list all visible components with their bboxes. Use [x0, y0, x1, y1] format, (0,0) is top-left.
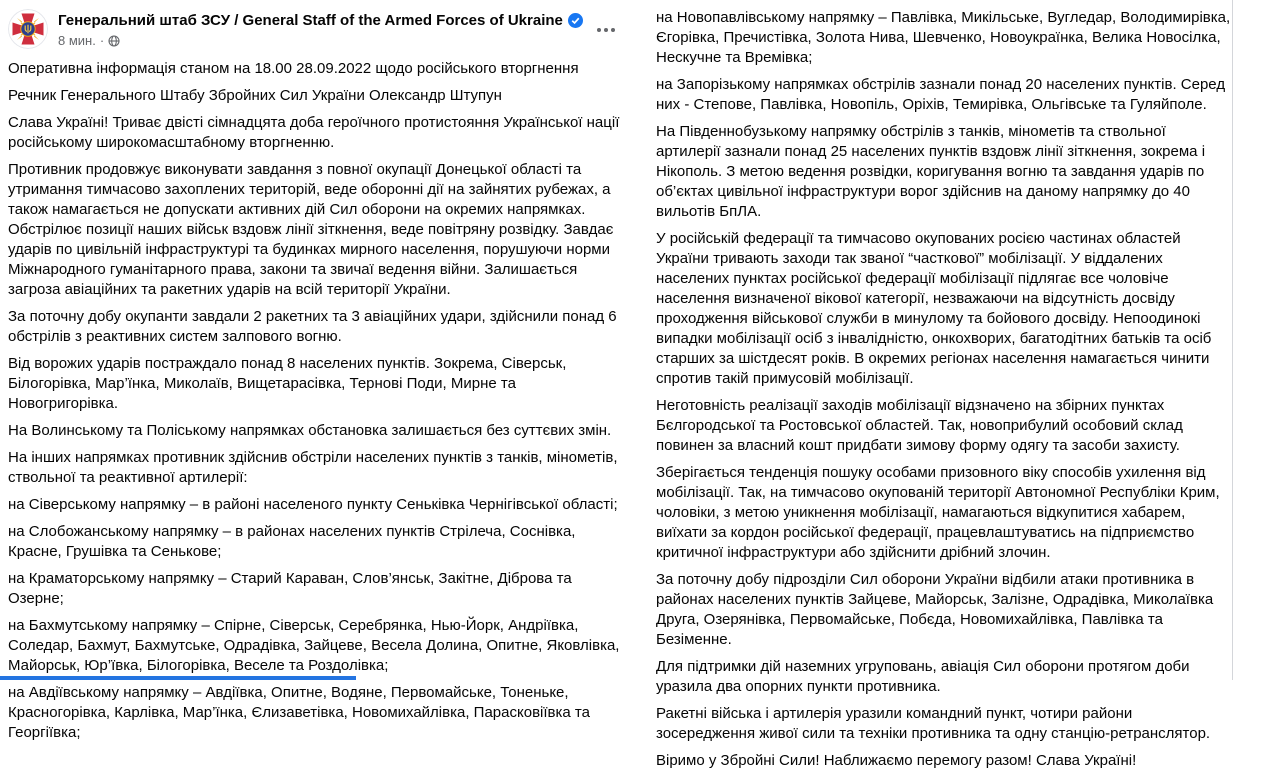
post-paragraph: Слава Україні! Триває двісті сімнадцята доба героїчного протистояння Української нації російському широкомасштабному вторгненню. — [8, 114, 620, 151]
page-avatar[interactable] — [8, 9, 48, 49]
more-options-button[interactable] — [590, 14, 622, 46]
post-paragraph: Оперативна інформація станом на 18.00 28.09.2022 щодо російського вторгнення — [8, 60, 579, 77]
post-paragraph: Противник продовжує виконувати завдання з повної окупації Донецької області та утримання тимчасово захоплених територій, веде оборонні дії на зайнятих рубежах, а також намагається не допускати активних дій Сил оборони на окремих напрямках. Обстрілює позиції наших військ вздовж лінії зіткнення, веде повітряну розвідку. Завдає ударів по цивільній інфраструктурі та будинках мирного населення, порушуючи норми Міжнародного гуманітарного права, закони та звичаї ведення війни. Залишається загроза авіаційних та ракетних ударів на всій території України. — [8, 161, 614, 298]
page-name-link[interactable]: Генеральний штаб ЗСУ / General Staff of the Armed Forces of Ukraine — [58, 12, 563, 29]
post-paragraph: на Слобожанському напрямку – в районах населених пунктів Стрілеча, Соснівка, Красне, Грушівка та Сенькове; — [8, 523, 576, 560]
post-paragraph: На інших напрямках противник здійснив обстріли населених пунктів з танків, мінометів, ствольної та реактивної артилерії: — [8, 449, 618, 486]
post-paragraph: Зберігається тенденція пошуку особами призовного віку способів ухилення від мобілізації. Так, на тимчасово окупованій території Автономної Республіки Крим, чоловіки, з метою уникнення мобілізації, намагаються відкупитися хабарем, виїхати за кордон російської федерації, працевлаштуватись на підприємство критичної інфраструктури або здійснити дрібний злочин. — [656, 464, 1220, 561]
post-paragraph: На Волинському та Поліському напрямках обстановка залишається без суттєвих змін. — [8, 422, 612, 439]
post-paragraph: Неготовність реалізації заходів мобілізації відзначено на збірних пунктах Бєлгородської та Ростовської областей. Так, новоприбулий особовий склад повинен за власний кошт придбати зимову форму одягу та засоби захисту. — [656, 397, 1183, 454]
post-paragraph: На Південнобузькому напрямку обстрілів з танків, мінометів та ствольної артилерії зазнали понад 25 населених пунктів вздовж лінії зіткнення, зокрема і Нікополь. З метою ведення розвідки, коригування вогню та завдання ударів по об’єктах цивільної інфраструктури ворог здійснив на даному напрямку до 40 вильотів БпЛА. — [656, 123, 1206, 220]
verified-badge-icon — [568, 13, 583, 28]
post-paragraph: Від ворожих ударів постраждало понад 8 населених пунктів. Зокрема, Сіверськ, Білогорівка, Мар’їнка, Миколаїв, Вищетарасівка, Тернові Поди, Мирне та Новогригорівка. — [8, 355, 567, 412]
post-paragraph: За поточну добу підрозділи Сил оборони України відбили атаки противника в районах населених пунктів Зайцеве, Майорськ, Залізне, Одрадівка, Миколаївка Друга, Озерянівка, Первомайське, Побєда, Новомихайлівка, Павлівка та Безіменне. — [656, 571, 1214, 648]
post-paragraph: на Бахмутському напрямку – Спірне, Сіверськ, Серебрянка, Нью-Йорк, Андріївка, Соледар, Бахмут, Бахмутське, Одрадівка, Зайцеве, Весела Долина, Опитне, Яковлівка, Майорськ, Юр’ївка, Білогорівка, Веселе та Роздолівка; — [8, 617, 620, 674]
post-paragraph: Для підтримки дій наземних угруповань, авіація Сил оборони протягом доби уразила два опорних пункти противника. — [656, 658, 1190, 695]
meta-separator: · — [99, 33, 105, 48]
left-column — [0, 0, 626, 778]
post-paragraph: на Новопавлівському напрямку – Павлівка, Микільське, Вугледар, Володимирівка, Єгорівка, Пречистівка, Золота Нива, Шевченко, Новоукраїнка, Велика Новосілка, Нескучне та Времівка; — [656, 9, 1231, 66]
content-edge-divider — [1232, 0, 1233, 680]
globe-icon — [108, 35, 120, 47]
post-paragraph: на Запорізькому напрямках обстрілів зазнали понад 20 населених пунктів. Серед них - Степове, Павлівка, Новопіль, Оріхів, Темирівка, Ольгівське та Гуляйполе. — [656, 76, 1226, 113]
three-dots-icon — [597, 28, 601, 32]
post-timestamp[interactable]: 8 мин. — [58, 33, 96, 48]
post-paragraph: Ракетні війська і артилерія уразили командний пункт, чотири райони зосередження живої сили та техніки противника та одну станцію-ретранслятор. — [656, 705, 1211, 742]
post-paragraph: на Краматорському напрямку – Старий Караван, Слов’янськ, Закітне, Діброва та Озерне; — [8, 570, 572, 607]
right-column — [656, 0, 1232, 778]
post-paragraph: У російській федерації та тимчасово окупованих росією частинах областей України тривають заходи так званої “часткової” мобілізації. У віддалених населених пунктах російської федерації мобілізації підлягає все чоловіче населення визначеної вікової категорії, незважаючи на відсутність досвіду проходження військової служби в минулому та бойового досвіду. Непоодинокі випадки мобілізації осіб з інвалідністю, онкохворих, багатодітних батьків та осіб старших за шістдесят років. В окремих регіонах населення намагається чинити спротив такій примусовій мобілізації. — [656, 230, 1212, 387]
post-paragraph: на Авдіївському напрямку – Авдіївка, Опитне, Водяне, Первомайське, Тоненьке, Красногорівка, Карлівка, Мар’їнка, Єлизаветівка, Новомихайлівка, Парасковіївка та Георгіївка; — [8, 684, 590, 741]
post-paragraph: Речник Генерального Штабу Збройних Сил України Олександр Штупун — [8, 87, 502, 104]
header-text — [58, 9, 583, 49]
post-paragraph: За поточну добу окупанти завдали 2 ракетних та 3 авіаційних удари, здійснили понад 6 обстрілів з реактивних систем залпового вогню. — [8, 308, 617, 345]
post-paragraph: Віримо у Збройні Сили! Наближаємо перемогу разом! Слава Україні! — [656, 752, 1137, 769]
post-header — [8, 9, 626, 49]
post-paragraph: на Сіверському напрямку – в районі населеного пункту Сеньківка Чернігівської області; — [8, 496, 618, 513]
bottom-blue-bar — [0, 676, 356, 680]
